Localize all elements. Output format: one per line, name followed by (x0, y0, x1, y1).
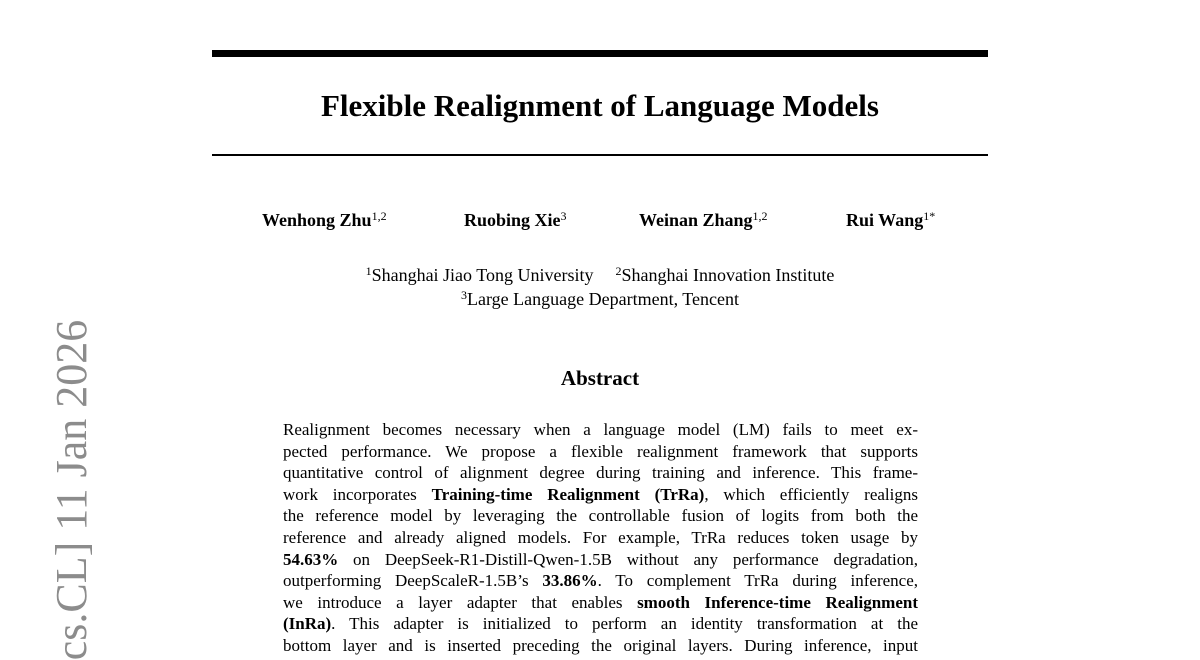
affiliations-line-1 (212, 264, 988, 286)
abstract-heading: Abstract (560, 366, 640, 390)
affiliation-tencent: Large Language Department, Tencent (467, 289, 739, 309)
author-wenhong-zhu (262, 208, 387, 232)
affiliation-mark: 3 (461, 288, 468, 302)
author-affiliation-mark: 1* (923, 209, 936, 223)
affiliation-mark: 2 (615, 264, 622, 278)
abstract-emphasis: smooth Inference-time Realignment (637, 592, 919, 612)
author-affiliation-mark: 1,2 (752, 209, 768, 223)
abstract-text: outperforming DeepScaleR-1.5B’s (283, 571, 543, 591)
abstract-text: . To complement TrRa during inference, (597, 571, 918, 591)
author-affiliation-mark: 3 (560, 209, 567, 223)
author-name: Wenhong Zhu (262, 210, 372, 230)
affiliation-sii: Shanghai Innovation Institute (621, 265, 835, 285)
author-weinan-zhang (639, 208, 768, 232)
abstract-line (283, 505, 918, 527)
arxiv-stamp: cs.CL] 11 Jan 2026 (47, 319, 96, 660)
abstract-emphasis: 54.63% (283, 549, 339, 569)
author-name: Weinan Zhang (639, 210, 753, 230)
author-ruobing-xie (464, 208, 567, 232)
author-affiliation-mark: 1,2 (371, 209, 387, 223)
title-bottom-rule (212, 154, 988, 156)
abstract-text: quantitative control of alignment degree during training and inference. This frame- (283, 463, 918, 483)
abstract-emphasis: (InRa) (283, 614, 332, 634)
abstract-text: work incorporates (283, 484, 432, 504)
affiliations-line-2 (212, 288, 988, 310)
author-name: Ruobing Xie (464, 210, 561, 230)
abstract-line (283, 484, 918, 506)
author-rui-wang (846, 208, 935, 232)
abstract-line (283, 527, 918, 549)
abstract-line (283, 635, 918, 657)
abstract-text: we introduce a layer adapter that enables (283, 592, 638, 612)
abstract-text: , which efficiently realigns (704, 484, 918, 504)
abstract-text: pected performance. We propose a flexible realignment framework that supports (283, 441, 918, 461)
abstract-text: bottom layer and is inserted preceding the original layers. During inference, input (283, 635, 918, 655)
abstract-text: Realignment becomes necessary when a language model (LM) fails to meet ex- (283, 420, 918, 439)
abstract-text: reference and already aligned models. For example, TrRa reduces token usage by (283, 527, 918, 547)
abstract-line (283, 549, 918, 571)
abstract-line (283, 613, 918, 635)
author-name: Rui Wang (846, 210, 924, 230)
abstract-text: on DeepSeek-R1-Distill-Qwen-1.5B without any performance degradation, (338, 549, 918, 569)
affiliation-mark: 1 (365, 264, 372, 278)
title-top-rule (212, 50, 988, 57)
abstract-emphasis: 33.86% (542, 571, 598, 591)
abstract-line (283, 419, 918, 441)
abstract-body (283, 419, 918, 657)
abstract-line (283, 570, 918, 592)
abstract-text: the reference model by leveraging the controllable fusion of logits from both the (283, 506, 918, 526)
abstract-line (283, 441, 918, 463)
paper-title: Flexible Realignment of Language Models (321, 88, 879, 123)
abstract-line (283, 462, 918, 484)
abstract-emphasis: Training-time Realignment (TrRa) (431, 484, 705, 504)
abstract-line (283, 592, 918, 614)
abstract-text: . This adapter is initialized to perform an identity transformation at the (331, 614, 918, 634)
affiliation-sjtu: Shanghai Jiao Tong University (371, 265, 594, 285)
